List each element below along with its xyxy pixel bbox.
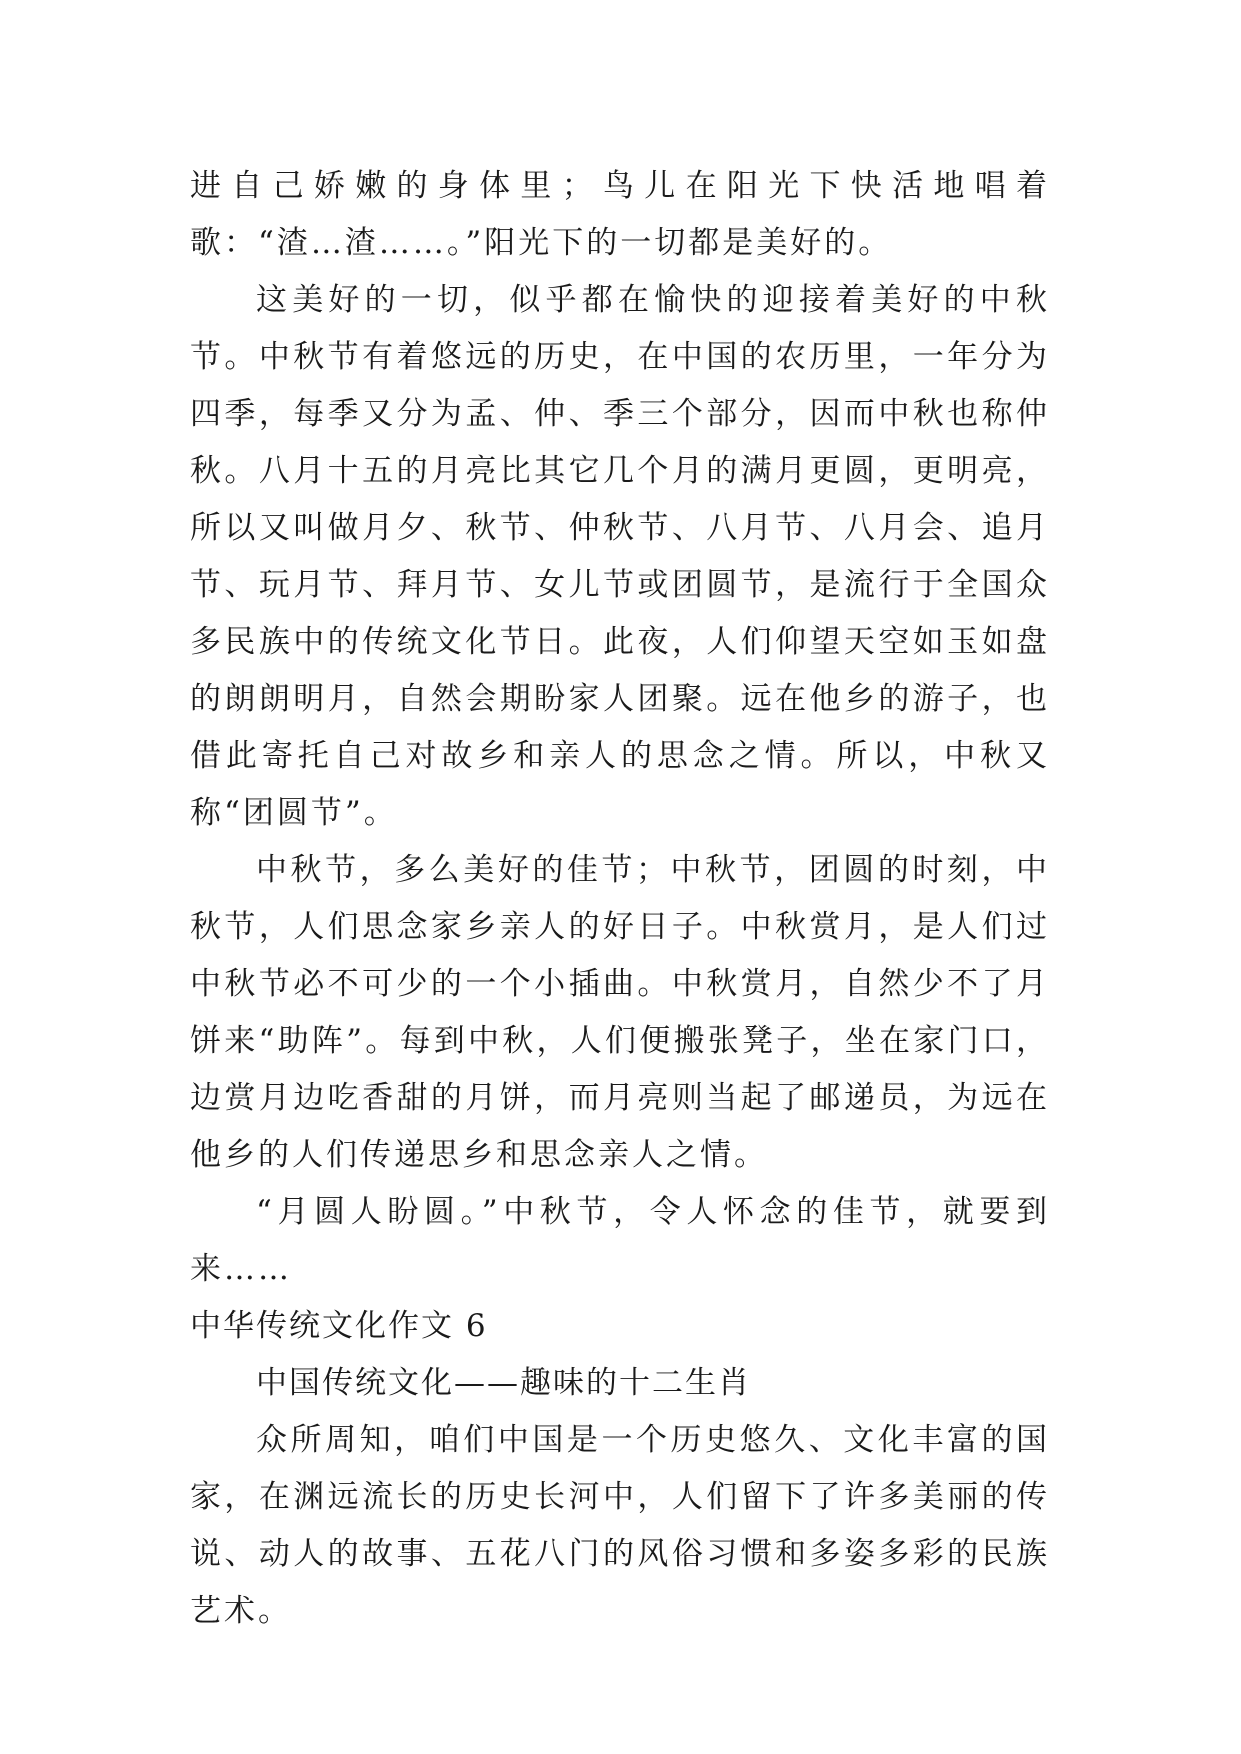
section-heading: 中华传统文化作文 6 xyxy=(190,1308,488,1344)
section-subtitle: 中国传统文化——趣味的十二生肖 xyxy=(256,1365,751,1401)
paragraph-mid-autumn-history: 这美好的一切，似乎都在愉快的迎接着美好的中秋节。中秋节有着悠远的历史，在中国的农历里，一年分为四季，每季又分为孟、仲、季三个部分，因而中秋也称仲秋。八月十五的月亮比其它几个月的满月更圆，更明亮，所以又叫做月夕、秋节、仲秋节、八月节、八月会、追月节、玩月节、拜月节、女儿节或团圆节，是流行于全国众多民族中的传统文化节日。此夜，人们仰望天空如玉如盘的朗朗明月，自然会期盼家人团聚。远在他乡的游子，也借此寄托自己对故乡和亲人的思念之情。所以，中秋又称“团圆节”。 xyxy=(190,282,1050,831)
paragraph-closing: “月圆人盼圆。”中秋节，令人怀念的佳节，就要到来…… xyxy=(190,1194,1050,1287)
paragraph-zodiac-intro: 众所周知，咱们中国是一个历史悠久、文化丰富的国家，在渊远流长的历史长河中，人们留下了许多美丽的传说、动人的故事、五花八门的风俗习惯和多姿多彩的民族艺术。 xyxy=(190,1422,1050,1629)
document-body xyxy=(190,158,1050,1640)
paragraph-continuation: 进自己娇嫩的身体里；鸟儿在阳光下快活地唱着歌：“渣…渣……。”阳光下的一切都是美好的。 xyxy=(190,168,1050,261)
paragraph-moon-viewing: 中秋节，多么美好的佳节；中秋节，团圆的时刻，中秋节，人们思念家乡亲人的好日子。中秋赏月，是人们过中秋节必不可少的一个小插曲。中秋赏月，自然少不了月饼来“助阵”。每到中秋，人们便搬张凳子，坐在家门口，边赏月边吃香甜的月饼，而月亮则当起了邮递员，为远在他乡的人们传递思乡和思念亲人之情。 xyxy=(190,852,1050,1173)
